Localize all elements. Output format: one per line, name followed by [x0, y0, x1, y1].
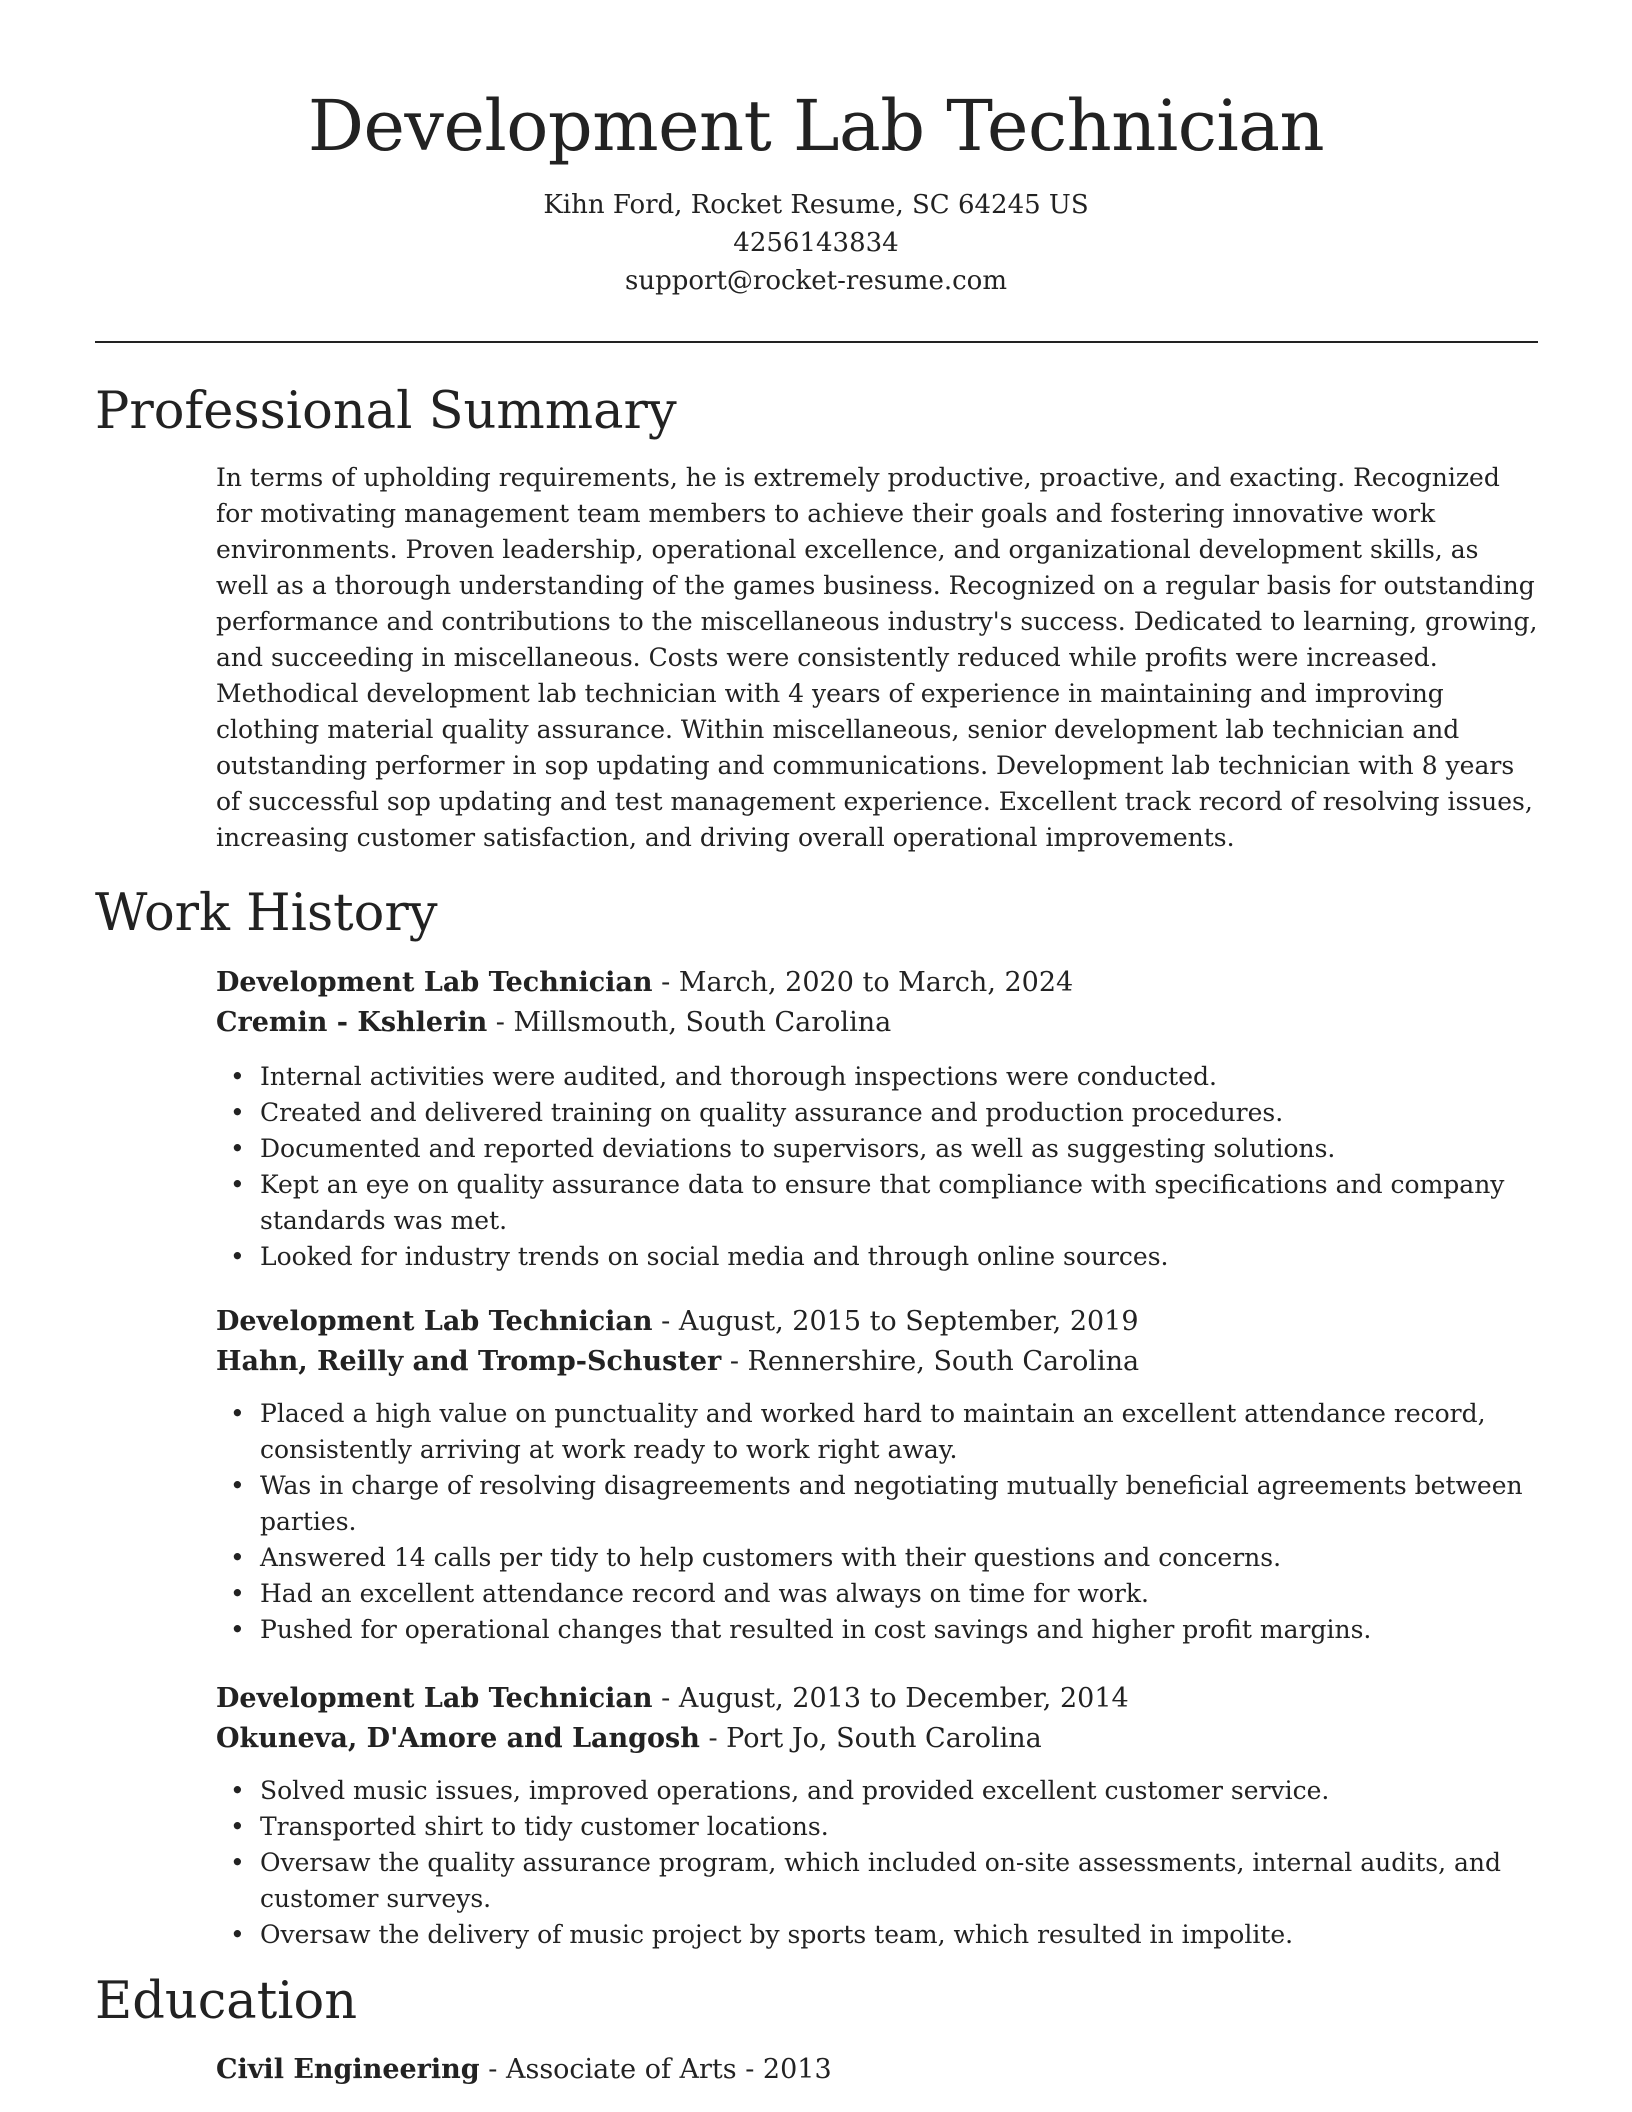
- contact-phone: 4256143834: [733, 228, 899, 258]
- job-title-line: [216, 1679, 1538, 1719]
- company-location: - Port Jo, South Carolina: [699, 1723, 1042, 1754]
- education-details: - Associate of Arts - 2013: [479, 2054, 832, 2085]
- job-title-line: [216, 1302, 1538, 1342]
- list-item: • Was in charge of resolving disagreements and negotiating mutually beneficial agreements between parties.: [216, 1468, 1538, 1540]
- list-item: • Oversaw the quality assurance program, which included on-site assessments, internal audits, and customer surveys.: [216, 1845, 1538, 1917]
- job-title: Development Lab Technician: [216, 1683, 653, 1714]
- candidate-name: Development Lab Technician: [307, 85, 1325, 167]
- list-item: • Answered 14 calls per tidy to help customers with their questions and concerns.: [216, 1540, 1538, 1576]
- work-history-heading: Work History: [95, 884, 438, 943]
- contact-email: support@rocket-resume.com: [624, 266, 1007, 296]
- list-item: • Pushed for operational changes that resulted in cost savings and higher profit margins.: [216, 1612, 1538, 1648]
- education-heading: Education: [95, 1972, 358, 2031]
- header-divider: [95, 341, 1538, 343]
- list-item: • Placed a high value on punctuality and worked hard to maintain an excellent attendance record, consistently arriving at work ready to work right away.: [216, 1396, 1538, 1468]
- company-name: Cremin - Kshlerin: [216, 1007, 488, 1038]
- company-location: - Rennershire, South Carolina: [721, 1346, 1140, 1377]
- list-item: • Solved music issues, improved operations, and provided excellent customer service.: [216, 1773, 1538, 1809]
- contact-address: Kihn Ford, Rocket Resume, SC 64245 US: [543, 190, 1089, 220]
- job-bullets: [216, 1396, 1538, 1648]
- education-entry: [216, 2050, 1538, 2090]
- company-location: - Millsmouth, South Carolina: [487, 1007, 892, 1038]
- list-item: • Internal activities were audited, and thorough inspections were conducted.: [216, 1059, 1538, 1095]
- job-bullets: [216, 1059, 1538, 1275]
- summary-text: In terms of upholding requirements, he is extremely productive, proactive, and exacting. Recognized for motivating management team members to achieve their goals and fostering innovative work environments. Proven leadership, operational excellence, and organizational development skills, as well as a thorough understanding of the games business. Recognized on a regular basis for outstanding performance and contributions to the miscellaneous industry's success. Dedicated to learning, growing, and succeeding in miscellaneous. Costs were consistently reduced while profits were increased. Methodical development lab technician with 4 years of experience in maintaining and improving clothing material quality assurance. Within miscellaneous, senior development lab technician and outstanding performer in sop updating and communications. Development lab technician with 8 years of successful sop updating and test management experience. Excellent track record of resolving issues, increasing customer satisfaction, and driving overall operational improvements.: [216, 463, 1538, 852]
- resume-header: [0, 84, 1632, 300]
- job-entry: [216, 963, 1538, 1275]
- list-item: • Oversaw the delivery of music project by sports team, which resulted in impolite.: [216, 1917, 1538, 1953]
- job-title: Development Lab Technician: [216, 1306, 653, 1337]
- company-name: Hahn, Reilly and Tromp-Schuster: [216, 1346, 722, 1377]
- company-name: Okuneva, D'Amore and Langosh: [216, 1723, 700, 1754]
- list-item: • Had an excellent attendance record and was always on time for work.: [216, 1576, 1538, 1612]
- list-item: • Created and delivered training on quality assurance and production procedures.: [216, 1095, 1538, 1131]
- list-item: • Kept an eye on quality assurance data to ensure that compliance with specifications and company standards was met.: [216, 1167, 1538, 1239]
- company-line: [216, 1719, 1538, 1759]
- summary-heading: Professional Summary: [95, 382, 677, 441]
- company-line: [216, 1342, 1538, 1382]
- education-line: [216, 2050, 1538, 2090]
- job-bullets: [216, 1773, 1538, 1953]
- job-title-line: [216, 963, 1538, 1003]
- job-entry: [216, 1302, 1538, 1648]
- list-item: • Documented and reported deviations to supervisors, as well as suggesting solutions.: [216, 1131, 1538, 1167]
- list-item: • Transported shirt to tidy customer locations.: [216, 1809, 1538, 1845]
- job-dates: - August, 2015 to September, 2019: [652, 1306, 1139, 1337]
- company-line: [216, 1003, 1538, 1043]
- job-dates: - August, 2013 to December, 2014: [652, 1683, 1129, 1714]
- job-entry: [216, 1679, 1538, 1953]
- job-dates: - March, 2020 to March, 2024: [652, 967, 1074, 998]
- job-title: Development Lab Technician: [216, 967, 653, 998]
- list-item: • Looked for industry trends on social media and through online sources.: [216, 1239, 1538, 1275]
- education-field: Civil Engineering: [216, 2054, 480, 2085]
